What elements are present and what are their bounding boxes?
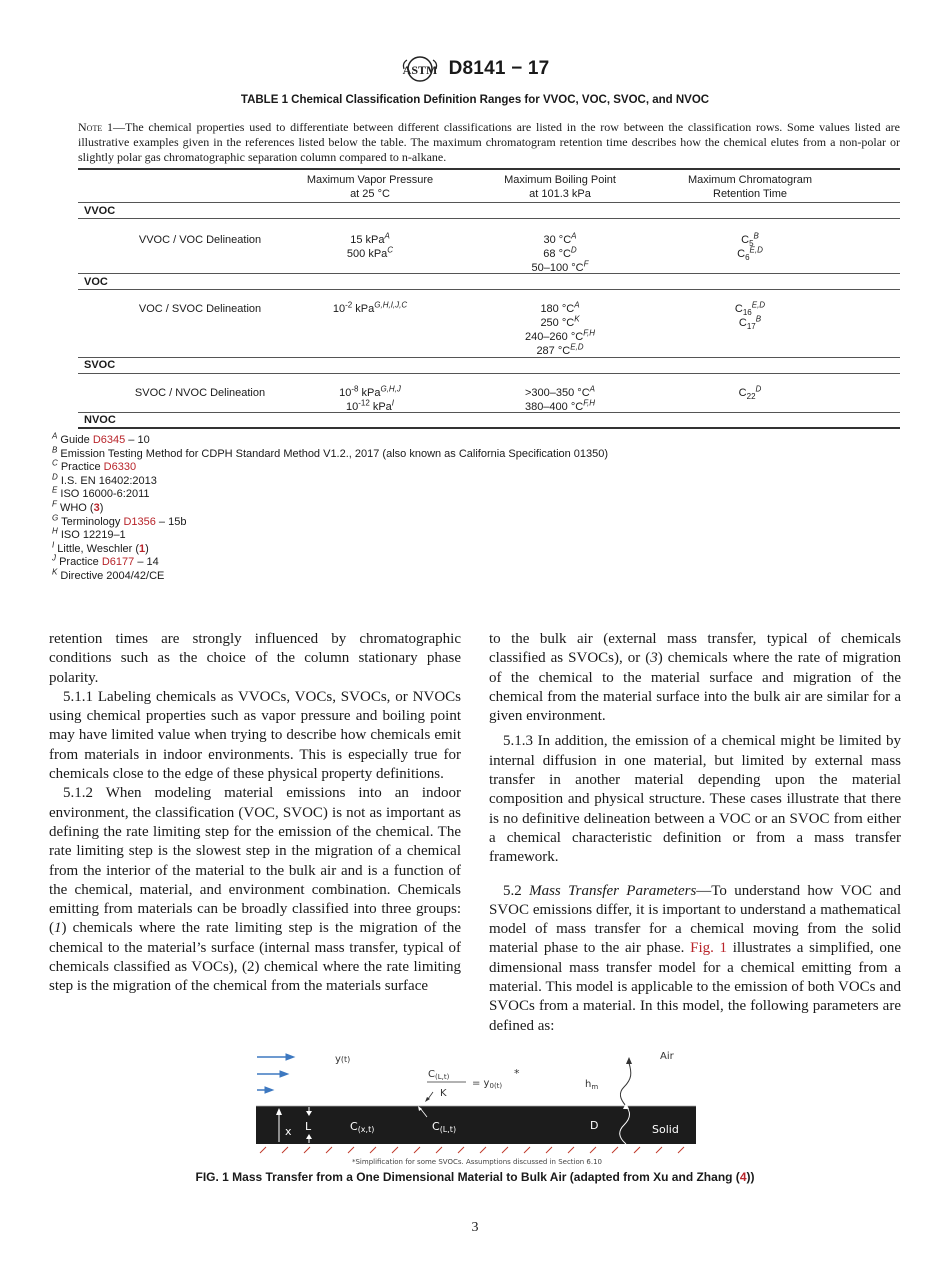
standard-link[interactable]: D6330 [103, 461, 137, 474]
svg-text:ASTM: ASTM [402, 63, 437, 77]
footnote-text: Terminology [61, 515, 124, 528]
svg-text:Air: Air [660, 1051, 674, 1062]
footnote-b [52, 444, 609, 462]
footnote-key: D [52, 472, 58, 482]
footnote-key: F [52, 499, 57, 509]
footnote-key: C [52, 458, 58, 468]
reference-link[interactable]: 3 [93, 501, 100, 514]
footnote-e [52, 485, 608, 502]
ref: B [753, 231, 759, 241]
footnote-text: – 10 [125, 434, 150, 446]
footnote-text: I.S. EN 16402:2013 [60, 474, 157, 487]
text: illustrates a simplified, one dimensional mass transfer model for a chemical emitting from a material. This model is applicable to the emission of both VOCs and SVOCs from a material. In this model, the following parameters are defined as: [489, 940, 902, 1034]
header-line: Maximum Chromatogram [687, 174, 813, 186]
value: 240–260 °C [524, 331, 584, 343]
header-line: at 101.3 kPa [529, 188, 591, 200]
text: ) chemicals where the rate limiting step is the migration of the chemical to the material’s surface (internal mass transfer, typical of chemicals classified as VOCs), (2) chemical where the rate limiting step is the migration of the chemical from the materials surface [49, 920, 461, 995]
ref: F,H [583, 398, 596, 408]
caption-text: FIG. 1 Mass Transfer from a One Dimensional Material to Bulk Air (adapted from Xu and Zhang ( [195, 1170, 740, 1184]
svg-text:C(L,t): $C_{(L,t)}$ [428, 1069, 450, 1081]
subscript: 5 [749, 239, 754, 249]
solid-layer [256, 1106, 696, 1144]
ref: C [387, 245, 394, 255]
subscript: 6 [745, 253, 750, 263]
ref: G,H,I,J,C [374, 300, 408, 310]
value: 10 [345, 401, 359, 413]
footnote-key: G [52, 512, 59, 522]
footnote-key: J [52, 553, 56, 563]
ref: G,H,J [380, 384, 401, 394]
value: 500 kPa [346, 248, 388, 260]
delineation-label: SVOC / NVOC Delineation [134, 387, 266, 399]
classification-table [0, 0, 950, 440]
section-title: Mass Transfer Parameters [529, 882, 697, 899]
delineation-label: VVOC / VOC Delineation [138, 234, 262, 246]
figure-link[interactable]: Fig. 1 [690, 940, 728, 957]
figure-caption [0, 1170, 950, 1184]
footnote-c [52, 458, 608, 475]
footnote-text: Guide [60, 434, 93, 446]
caption-text: )) [746, 1170, 755, 1184]
paragraph-5-2 [489, 882, 901, 1036]
ref: I [391, 398, 395, 408]
value: C [738, 317, 747, 329]
footnote-f [52, 499, 608, 516]
footnote-text: Little, Weschler ( [57, 542, 140, 555]
paragraph [489, 630, 901, 726]
footnote-key: I [52, 540, 55, 550]
air-flow-arrows-icon [257, 1054, 294, 1093]
standard-link[interactable]: D6177 [101, 556, 135, 569]
note-text: —The chemical properties used to differentiate between different classifications are listed in the row between the classification rows. Some values listed are illustrative examples given in the references listed below the table. The maximum chromatogram retention time describes how the chemical elutes from a non-polar or slightly polar gas chromatographic separation column compared to n-alkane. [78, 120, 900, 164]
unit: kPa [358, 387, 381, 399]
text: 5.2 [503, 882, 530, 899]
ref: E,D [749, 245, 763, 255]
svg-text:C(L,t): C(L,t) [432, 1120, 457, 1134]
note-label: Note 1 [78, 120, 113, 134]
ref: F [583, 259, 589, 269]
class-row-svoc: SVOC [84, 359, 116, 371]
hatch-marks [260, 1147, 684, 1153]
subscript: 22 [746, 392, 756, 402]
paragraph-5-1-1: 5.1.1 Labeling chemicals as VVOCs, VOCs, SVOCs, or NVOCs using chemical properties such as vapor pressure and boiling point may have limited value when trying to describe how chemicals emit from materials in indoor environments. This is especially true for chemicals close to the edge of these physical property definitions. [49, 688, 461, 783]
mass-transfer-diagram [252, 1045, 702, 1167]
footnote-key: A [52, 431, 58, 441]
value: 30 °C [543, 234, 572, 246]
footnote-text: Practice [59, 556, 102, 569]
value: C [741, 234, 750, 246]
footnote-text: Practice [60, 461, 104, 474]
ref: B [755, 314, 762, 324]
footnote-text: Directive 2004/42/CE [60, 569, 165, 582]
page-number: 3 [471, 1220, 479, 1235]
footnote-j [52, 553, 608, 570]
svg-text:hm: $h_m$ [585, 1079, 599, 1091]
ref: D [570, 245, 577, 255]
table-title: TABLE 1 Chemical Classification Definition Ranges for VVOC, VOC, SVOC, and NVOC [240, 94, 710, 106]
body-column-left [49, 630, 461, 997]
svg-text:x: x [285, 1125, 292, 1138]
footnote-text: ) [145, 542, 149, 555]
svg-text:C(x,t): C(x,t) [350, 1120, 375, 1134]
svg-text:D: D [590, 1119, 599, 1132]
delineation-label: VOC / SVOC Delineation [138, 303, 262, 315]
paragraph-5-1-2 [49, 784, 461, 996]
paragraph: retention times are strongly influenced by chromatographic conditions such as the choice of the column stationary phase polarity. [49, 631, 461, 686]
retention-cell [630, 233, 870, 261]
exponent: -12 [358, 398, 370, 408]
svg-text:= y0(t): = $y_{0(t)}$ [472, 1078, 503, 1090]
footnote-i [52, 540, 608, 557]
footnote-h [52, 526, 608, 543]
header-line: Maximum Boiling Point [504, 174, 616, 186]
footnote-d [52, 472, 608, 489]
ref: D [755, 384, 762, 394]
footnote-text: ISO 16000-6:2011 [60, 488, 150, 501]
value: 50–100 °C [531, 262, 584, 274]
header-line: Retention Time [713, 188, 787, 200]
retention-cell [630, 386, 870, 400]
ref: A [589, 384, 595, 394]
exponent: -8 [351, 384, 359, 394]
value: C [734, 303, 743, 315]
text: —To understand how VOC and SVOC emissions differ, it is important to understand a mathematical model of mass transfer for a chemical moving from the solid material phase to the air phase. [489, 882, 901, 957]
footnote-text: – 15b [155, 515, 187, 528]
footnote-key: B [52, 444, 58, 454]
class-row-voc: VOC [84, 276, 108, 288]
paragraph-5-1-3: 5.1.3 In addition, the emission of a chemical might be limited by internal diffusion in one material, but limited by external mass transfer in another material depending upon the material composition and physical structure. These cases illustrate that there is no definitive delineation between a VOC or an SVOC from either a chemical characteristic definition or from a mass transfer framework. [489, 733, 901, 866]
value: C [737, 248, 746, 260]
footnote-g [52, 512, 608, 530]
text: to the bulk air (external mass transfer, typical of chemicals classified as SVOCs), or ( [489, 631, 901, 667]
value: 10 [339, 387, 352, 399]
ref: E,D [570, 342, 584, 352]
value: C [738, 387, 747, 399]
value: 180 °C [540, 303, 575, 315]
text: 3 [650, 650, 658, 667]
standard-link[interactable]: D6345 [92, 434, 126, 446]
header-line: Maximum Vapor Pressure [306, 174, 434, 186]
svg-text:Solid: Solid [652, 1123, 679, 1136]
ref: F,H [583, 328, 596, 338]
unit: kPa [352, 303, 375, 315]
svg-text:*Simplification for some SVOCs: *Simplification for some SVOCs. Assumptions discussed in Section 6.10 [351, 1158, 603, 1166]
value: 250 °C [540, 317, 575, 329]
exponent: -2 [345, 300, 353, 310]
standard-code: D8141 − 17 [448, 58, 550, 79]
ref: A [571, 231, 577, 241]
figure-mass-transfer [252, 1045, 702, 1167]
footnote-text: WHO ( [59, 501, 94, 514]
text: 1 [54, 920, 62, 937]
footnote-text: ISO 12219–1 [60, 529, 126, 542]
standard-link[interactable]: D1356 [123, 515, 156, 528]
value: 380–400 °C [524, 401, 584, 413]
class-row-nvoc: NVOC [84, 414, 116, 426]
body-column-right [489, 630, 901, 1036]
ref: A [574, 300, 580, 310]
ref: E,D [751, 300, 766, 310]
footnote-text: Emission Testing Method for CDPH Standard Method V1.2., 2017 (also known as California Specification 01350) [60, 447, 609, 460]
subscript: 17 [746, 322, 756, 332]
ref: A [384, 231, 390, 241]
unit: kPa [369, 401, 392, 413]
svg-text:y(t): y(t) [335, 1054, 351, 1065]
value: 10 [332, 303, 346, 315]
footnote-text: ) [99, 501, 104, 514]
subscript: 16 [742, 308, 752, 318]
value: 68 °C [543, 248, 571, 260]
footnote-text: – 14 [134, 556, 159, 569]
reference-link[interactable]: 4 [739, 1170, 747, 1184]
svg-text:*: * [514, 1067, 520, 1080]
svg-text:L: L [305, 1120, 312, 1133]
column-header-retention-time [630, 173, 870, 201]
footnote-key: E [52, 485, 58, 495]
reference-link[interactable]: 1 [139, 542, 146, 555]
text: 5.1.2 When modeling material emissions into an indoor environment, the classification (VOC, SVOC) is not as important as defining the rate limiting step for the emission of the chemical. The rate limiting step is the slowest step in the migration of a chemical from the interior of the material to the bulk air and is a function of the chemical, material, and environment combination. Chemicals emitting from materials can be broadly classified into three groups: ( [49, 785, 461, 937]
retention-cell [630, 302, 870, 330]
footnote-key: K [52, 567, 58, 577]
value: 287 °C [536, 345, 571, 357]
ref: K [574, 314, 580, 324]
table-footnotes [52, 431, 609, 584]
value: 15 kPa [350, 234, 385, 246]
class-row-vvoc: VVOC [84, 205, 116, 217]
text: ) chemicals where the rate of migration of the chemical to the material surface and migration of the chemical from the material surface into the bulk air are similar for a given environment. [489, 650, 901, 725]
header-line: at 25 °C [350, 188, 390, 200]
footnote-key: H [52, 526, 58, 536]
svg-text:K: K [440, 1088, 447, 1099]
footnote-k [52, 567, 608, 584]
value: >300–350 °C [525, 387, 590, 399]
footnote-a [52, 431, 608, 448]
